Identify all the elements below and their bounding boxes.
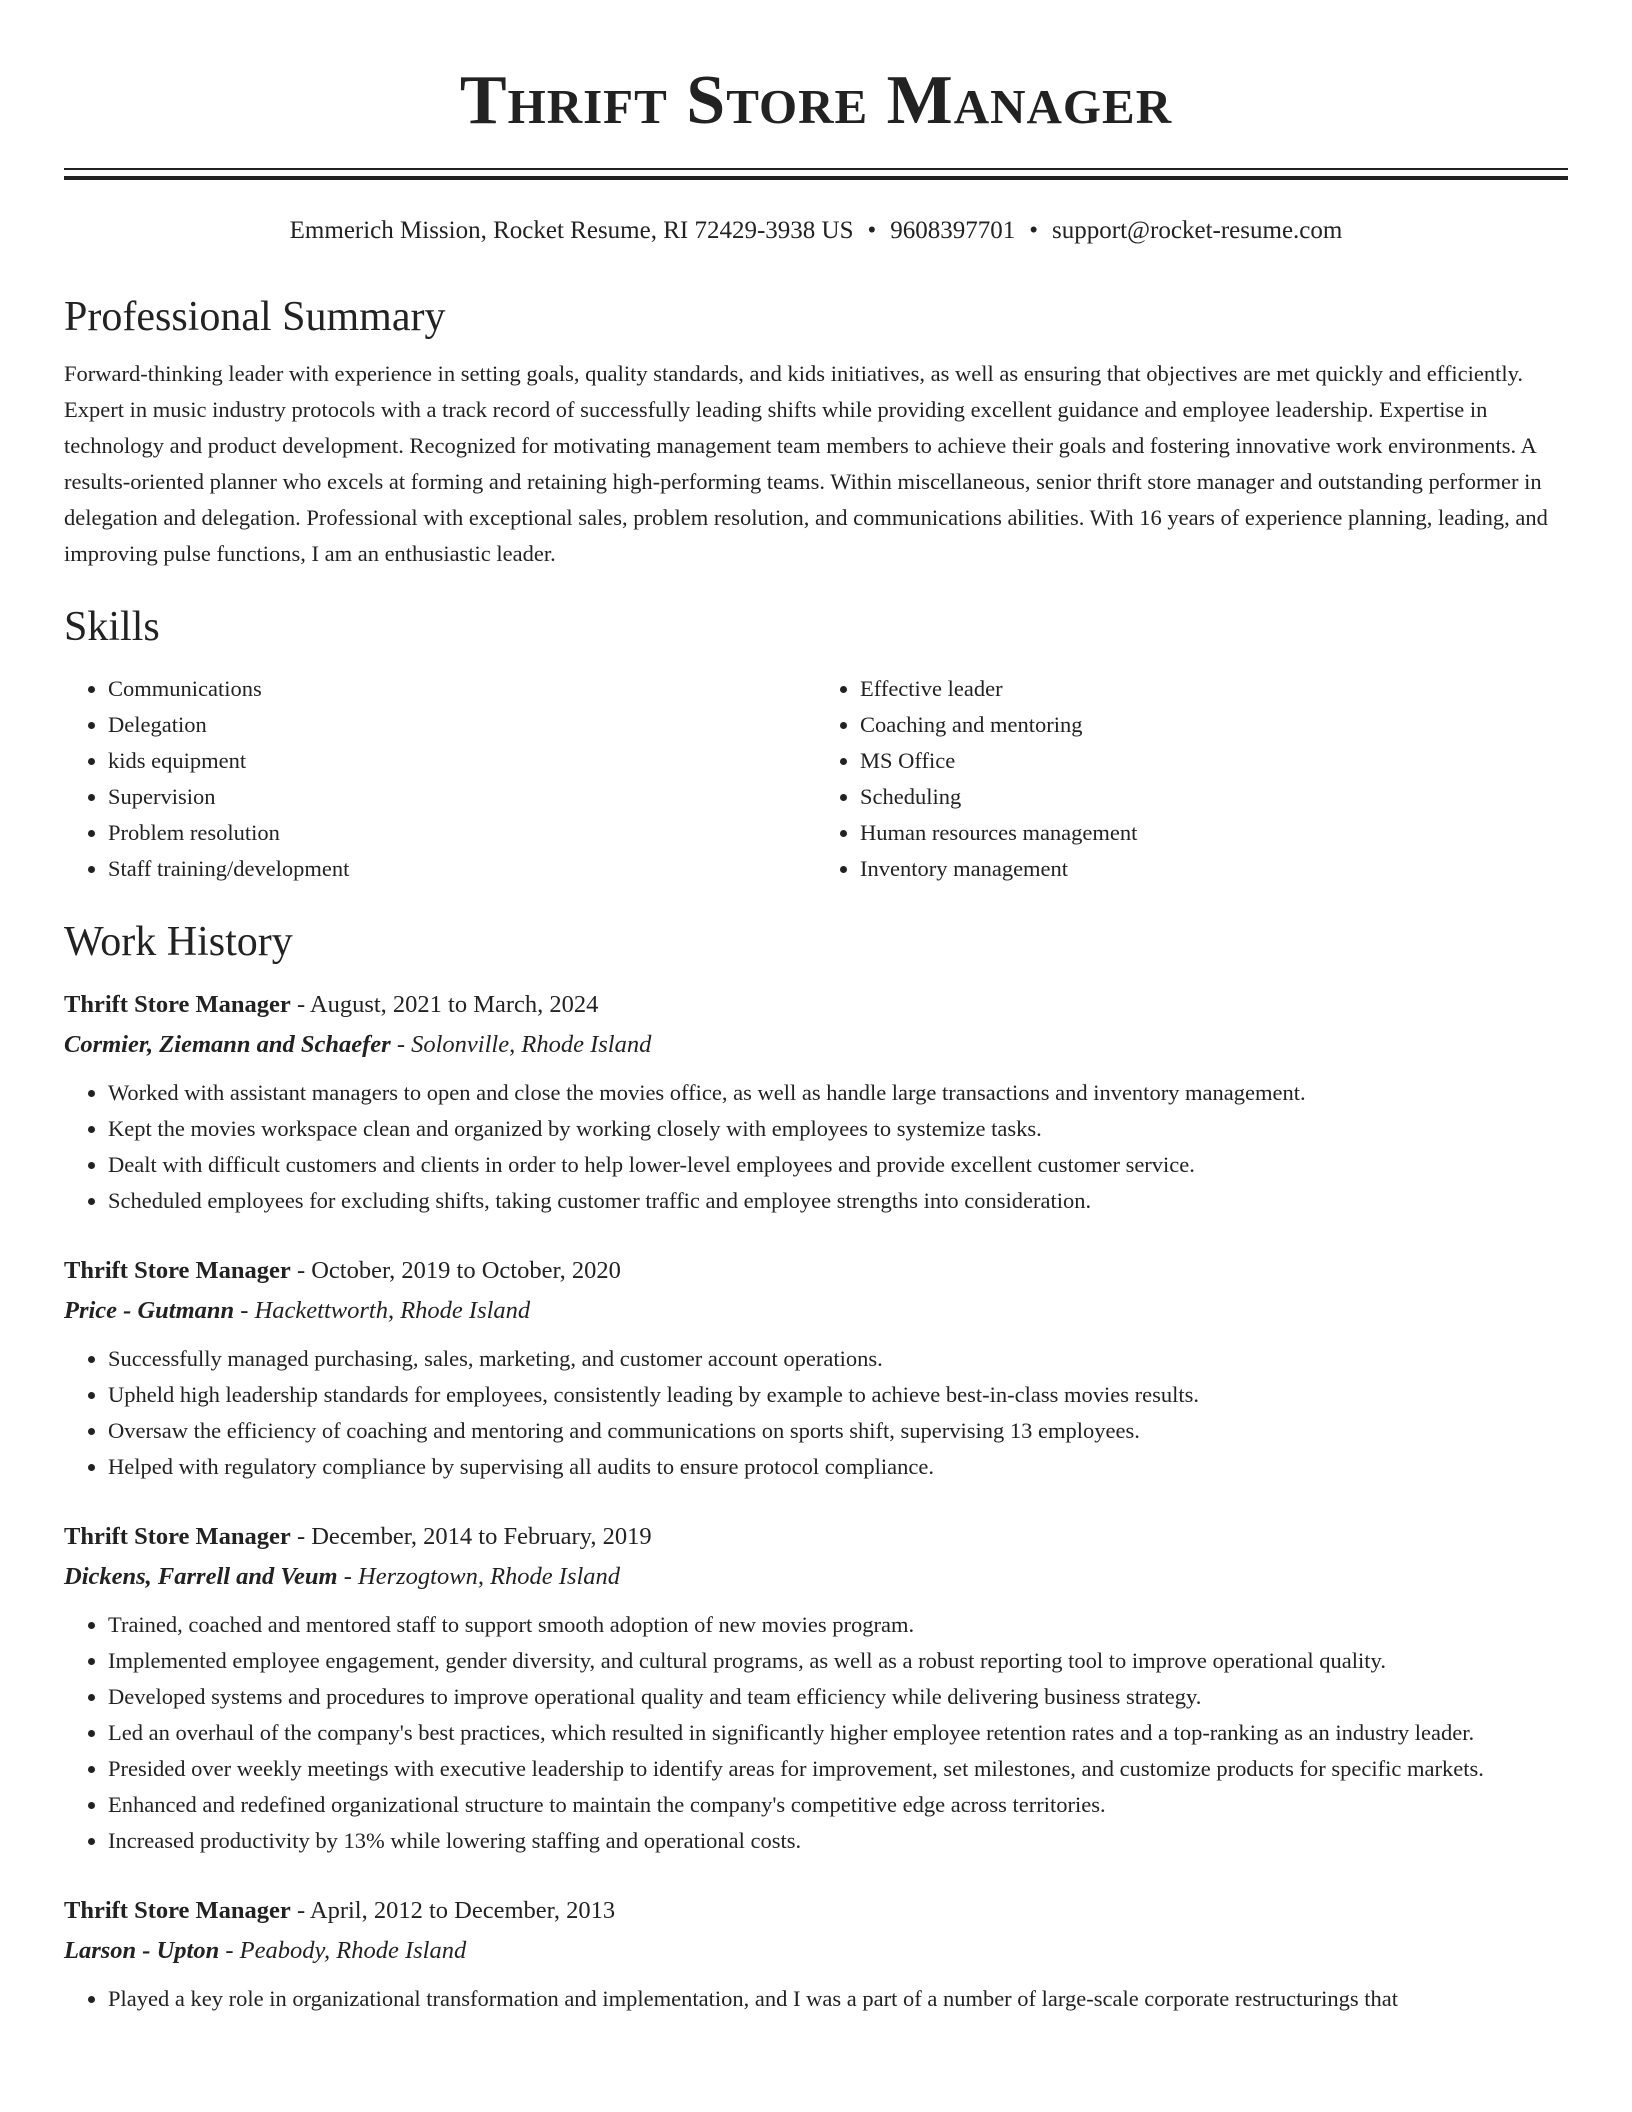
job-header [64,985,1568,1025]
title-divider [64,168,1568,180]
job-company: Dickens, Farrell and Veum [64,1563,338,1591]
job-dash: - [290,1257,312,1285]
skill-item: • Inventory management [860,851,1568,887]
job-dash: - [234,1297,255,1325]
job-bullet: • Oversaw the efficiency of coaching and mentoring and communications on sports shift, supervising 13 employees. [108,1413,1568,1449]
job-dash: - [290,991,310,1019]
skill-item: • Delegation [108,707,816,743]
job-entry [64,1251,1568,1485]
job-location: Peabody, Rhode Island [239,1937,467,1965]
contact-phone: 9608397701 [890,217,1016,244]
job-company: Price - Gutmann [64,1297,235,1325]
skill-item: • Communications [108,671,816,707]
job-dates: April, 2012 to December, 2013 [309,1897,616,1925]
contact-separator: • [867,217,877,244]
job-bullet: • Led an overhaul of the company's best practices, which resulted in significantly higher employee retention rates and a top-ranking as an industry leader. [108,1715,1568,1751]
job-role: Thrift Store Manager [64,1257,291,1285]
job-bullets [64,1341,1568,1485]
skill-item: • Scheduling [860,779,1568,815]
skills-list-right [816,671,1568,887]
summary-heading: Professional Summary [64,294,446,340]
skill-item: • kids equipment [108,743,816,779]
job-dates: August, 2021 to March, 2024 [309,991,599,1019]
summary-text: Forward-thinking leader with experience in setting goals, quality standards, and kids initiatives, as well as ensuring that objectives are met quickly and efficiently. Expert in music industry protocols with a track record of successfully leading shifts while providing excellent guidance and employee leadership. Expertise in technology and product development. Recognized for motivating management team members to achieve their goals and fostering innovative work environments. A results-oriented planner who excels at forming and retaining high-performing teams. Within miscellaneous, senior thrift store manager and outstanding performer in delegation and delegation. Professional with exceptional sales, problem resolution, and communications abilities. With 16 years of experience planning, leading, and improving pulse functions, I am an enthusiastic leader. [64,361,1548,567]
resume-title: Thrift Store Manager [459,62,1173,139]
job-dash: - [219,1937,240,1965]
job-bullet: • Scheduled employees for excluding shifts, taking customer traffic and employee strengths into consideration. [108,1183,1568,1219]
job-dash: - [290,1523,312,1551]
skill-item: • Human resources management [860,815,1568,851]
contact-line [64,216,1568,246]
job-bullet: • Helped with regulatory compliance by supervising all audits to ensure protocol compliance. [108,1449,1568,1485]
job-company: Larson - Upton [64,1937,220,1965]
job-bullet: • Developed systems and procedures to improve operational quality and team efficiency while delivering business strategy. [108,1679,1568,1715]
job-role: Thrift Store Manager [64,1523,291,1551]
skill-item: • Staff training/development [108,851,816,887]
job-organization [64,1025,1568,1065]
contact-address: Emmerich Mission, Rocket Resume, RI 72429-3938 US [289,217,854,244]
job-bullet: • Successfully managed purchasing, sales, marketing, and customer account operations. [108,1341,1568,1377]
job-dates: December, 2014 to February, 2019 [311,1523,652,1551]
job-company: Cormier, Ziemann and Schaefer [64,1031,391,1059]
job-bullet: • Enhanced and redefined organizational structure to maintain the company's competitive edge across territories. [108,1787,1568,1823]
job-entry [64,1891,1568,2017]
job-bullet: • Kept the movies workspace clean and organized by working closely with employees to systemize tasks. [108,1111,1568,1147]
job-bullets [64,1607,1568,1859]
job-dates: October, 2019 to October, 2020 [311,1257,621,1285]
job-organization [64,1291,1568,1331]
job-bullets [64,1981,1568,2017]
job-organization [64,1557,1568,1597]
job-dash: - [290,1897,310,1925]
job-dash: - [337,1563,359,1591]
job-bullet: • Played a key role in organizational transformation and implementation, and I was a part of a number of large-scale corporate restructurings that [108,1981,1568,2017]
skills-heading: Skills [64,604,160,651]
skill-item: • Coaching and mentoring [860,707,1568,743]
job-location: Hackettworth, Rhode Island [254,1297,531,1325]
job-bullet: • Worked with assistant managers to open and close the movies office, as well as handle large transactions and inventory management. [108,1075,1568,1111]
skills-columns [64,671,1568,887]
job-dash: - [390,1031,412,1059]
job-role: Thrift Store Manager [64,1897,291,1925]
job-header [64,1891,1568,1931]
job-location: Herzogtown, Rhode Island [358,1563,621,1591]
job-entry [64,1517,1568,1859]
skill-item: • Supervision [108,779,816,815]
job-role: Thrift Store Manager [64,991,291,1019]
job-header [64,1251,1568,1291]
job-bullet: • Upheld high leadership standards for employees, consistently leading by example to achieve best-in-class movies results. [108,1377,1568,1413]
job-bullet: • Presided over weekly meetings with executive leadership to identify areas for improvement, set milestones, and customize products for specific markets. [108,1751,1568,1787]
contact-email: support@rocket-resume.com [1052,217,1343,244]
job-bullet: • Implemented employee engagement, gender diversity, and cultural programs, as well as a robust reporting tool to improve operational quality. [108,1643,1568,1679]
job-organization [64,1931,1568,1971]
skill-item: • Problem resolution [108,815,816,851]
job-bullet: • Increased productivity by 13% while lowering staffing and operational costs. [108,1823,1568,1859]
job-location: Solonville, Rhode Island [411,1031,652,1059]
skill-item: • Effective leader [860,671,1568,707]
job-bullet: • Trained, coached and mentored staff to support smooth adoption of new movies program. [108,1607,1568,1643]
job-entry [64,985,1568,1219]
contact-separator: • [1029,217,1039,244]
job-bullets [64,1075,1568,1219]
job-bullet: • Dealt with difficult customers and clients in order to help lower-level employees and provide excellent customer service. [108,1147,1568,1183]
skills-list-left [64,671,816,887]
work-history-heading: Work History [64,918,293,965]
skill-item: • MS Office [860,743,1568,779]
job-header [64,1517,1568,1557]
